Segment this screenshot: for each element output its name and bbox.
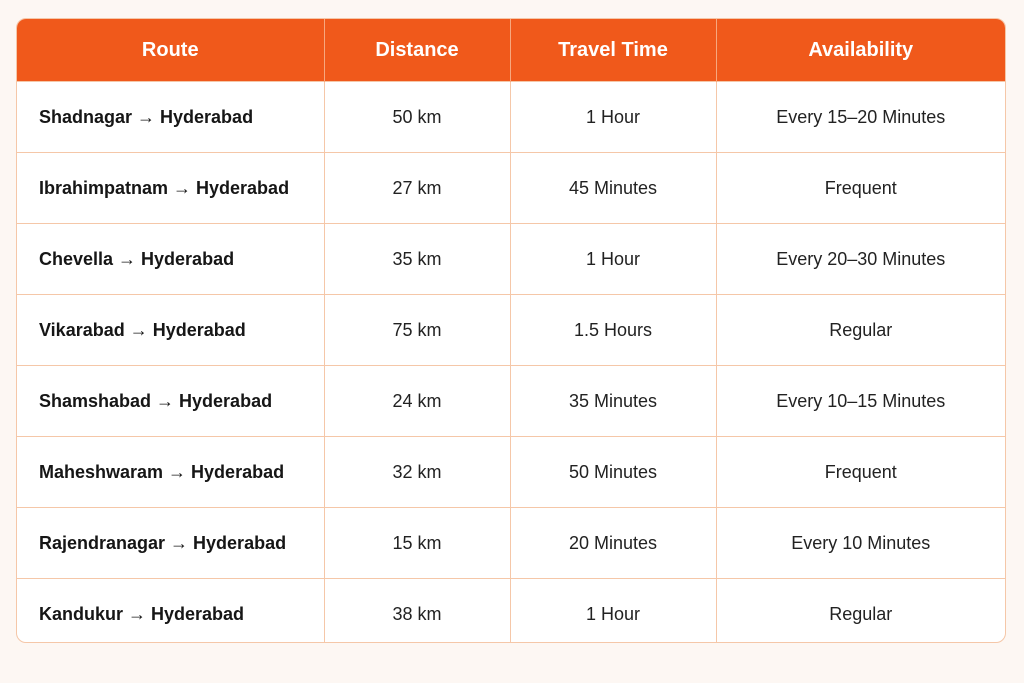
distance-cell: 50 km — [324, 82, 510, 153]
travel-time-cell: 1 Hour — [510, 579, 716, 644]
table-row — [17, 153, 1005, 224]
route-cell: Chevella → Hyderabad — [17, 224, 324, 295]
distance-cell: 35 km — [324, 224, 510, 295]
travel-time-cell: 50 Minutes — [510, 437, 716, 508]
route-cell: Shamshabad → Hyderabad — [17, 366, 324, 437]
travel-time-cell: 1 Hour — [510, 82, 716, 153]
travel-time-cell: 1 Hour — [510, 224, 716, 295]
availability-cell: Regular — [716, 579, 1005, 644]
route-cell: Shadnagar → Hyderabad — [17, 82, 324, 153]
route-cell: Kandukur → Hyderabad — [17, 579, 324, 644]
table-row — [17, 437, 1005, 508]
route-cell: Rajendranagar → Hyderabad — [17, 508, 324, 579]
route-cell: Vikarabad → Hyderabad — [17, 295, 324, 366]
route-cell: Ibrahimpatnam → Hyderabad — [17, 153, 324, 224]
availability-cell: Every 15–20 Minutes — [716, 82, 1005, 153]
availability-cell: Every 10–15 Minutes — [716, 366, 1005, 437]
travel-time-cell: 45 Minutes — [510, 153, 716, 224]
distance-cell: 38 km — [324, 579, 510, 644]
route-cell: Maheshwaram → Hyderabad — [17, 437, 324, 508]
header-route: Route — [17, 19, 324, 82]
header-row — [17, 19, 1005, 82]
distance-cell: 75 km — [324, 295, 510, 366]
distance-cell: 15 km — [324, 508, 510, 579]
routes-table-container — [16, 18, 1006, 643]
availability-cell: Every 20–30 Minutes — [716, 224, 1005, 295]
table-row — [17, 82, 1005, 153]
availability-cell: Regular — [716, 295, 1005, 366]
table-row — [17, 366, 1005, 437]
travel-time-cell: 20 Minutes — [510, 508, 716, 579]
table-row — [17, 295, 1005, 366]
availability-cell: Frequent — [716, 153, 1005, 224]
availability-cell: Frequent — [716, 437, 1005, 508]
header-distance: Distance — [324, 19, 510, 82]
distance-cell: 27 km — [324, 153, 510, 224]
distance-cell: 24 km — [324, 366, 510, 437]
travel-time-cell: 35 Minutes — [510, 366, 716, 437]
table-header — [17, 19, 1005, 82]
availability-cell: Every 10 Minutes — [716, 508, 1005, 579]
table-row — [17, 224, 1005, 295]
table-body — [17, 82, 1005, 644]
distance-cell: 32 km — [324, 437, 510, 508]
routes-table — [17, 19, 1005, 643]
table-row — [17, 579, 1005, 644]
header-travel-time: Travel Time — [510, 19, 716, 82]
table-row — [17, 508, 1005, 579]
travel-time-cell: 1.5 Hours — [510, 295, 716, 366]
header-availability: Availability — [716, 19, 1005, 82]
